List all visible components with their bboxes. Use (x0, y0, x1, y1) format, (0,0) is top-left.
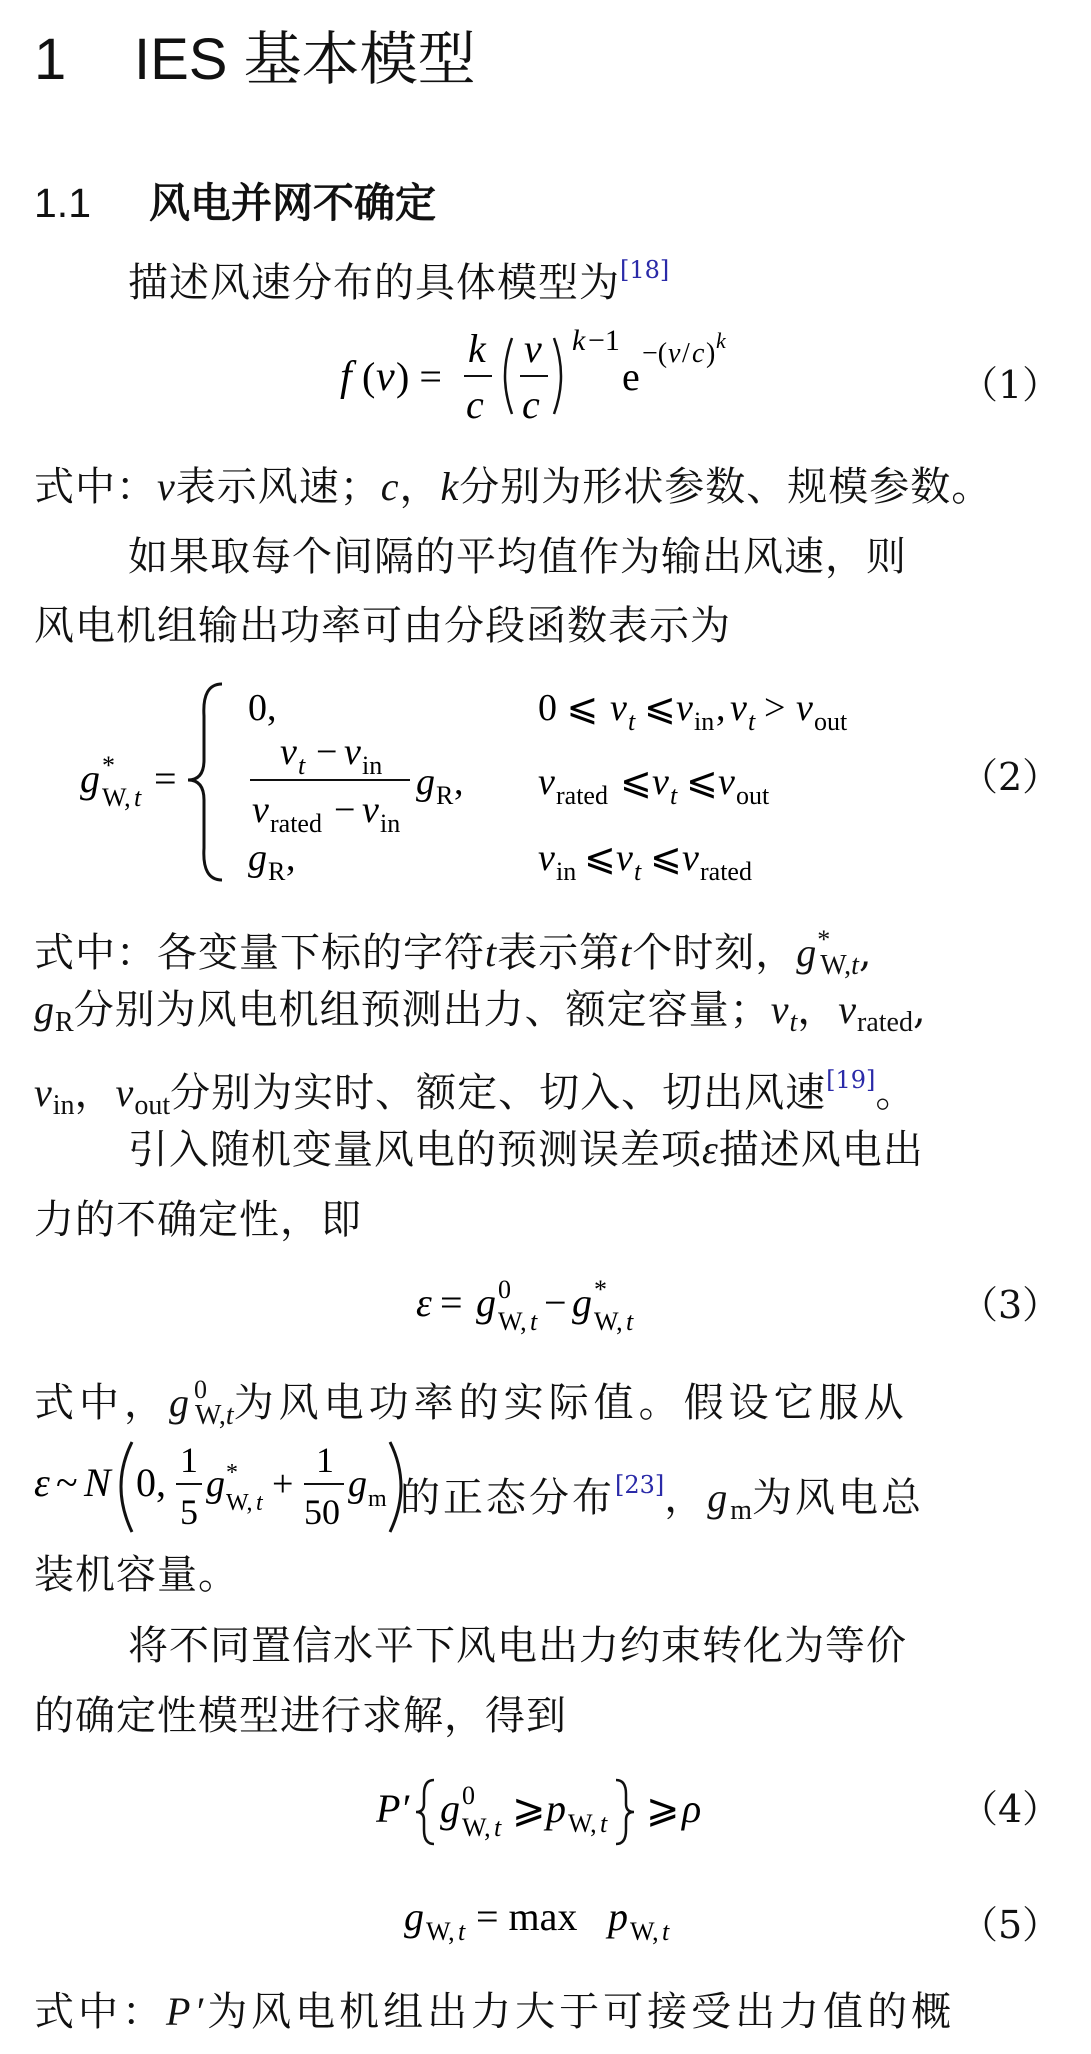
svg-text:in: in (362, 751, 383, 780)
equation-number: （1） (960, 363, 1061, 407)
paragraph-line: 引入随机变量风电的预测误差项ε描述风电出 (128, 1127, 924, 1173)
svg-text:>: > (764, 687, 786, 729)
svg-text:v: v (730, 687, 747, 729)
svg-text:t: t (530, 1307, 538, 1336)
svg-text:⩽: ⩽ (620, 761, 652, 803)
svg-text:k: k (468, 326, 486, 371)
section-number: 1 (34, 27, 67, 92)
svg-text:+: + (272, 1463, 294, 1505)
svg-text:⩽: ⩽ (584, 837, 616, 879)
equation-number: （4） (960, 1787, 1061, 1831)
equation-1 (340, 318, 760, 438)
svg-text:out: out (814, 707, 848, 736)
paragraph-line: 装机容量。 (34, 1552, 239, 1598)
paragraph-line: 式中，$g^0_{W,t}$为风电功率的实际值。假设它服从 (34, 1375, 909, 1431)
section-heading (34, 24, 476, 96)
svg-text:⩽: ⩽ (644, 687, 676, 729)
svg-text:m: m (368, 1486, 387, 1512)
equation-5 (404, 1880, 724, 1960)
paragraph-line: $v_{in}$，$v_{out}$分别为实时、额定、切入、切出风速[19]。 (34, 1066, 917, 1121)
svg-text:c: c (692, 338, 705, 369)
svg-text:−: − (316, 731, 338, 773)
svg-text:t: t (748, 707, 756, 736)
svg-text:W,: W, (462, 1813, 491, 1842)
svg-text:50: 50 (304, 1492, 340, 1532)
svg-text:−: − (544, 1280, 567, 1325)
equation-number: （5） (960, 1903, 1061, 1947)
citation[interactable]: [23] (615, 1471, 665, 1499)
svg-text:t: t (626, 1307, 634, 1336)
svg-text:W,: W, (102, 783, 131, 812)
svg-text:t: t (670, 781, 678, 810)
svg-text:1: 1 (316, 1440, 334, 1480)
svg-text:g: g (248, 837, 267, 879)
svg-text:g: g (572, 1280, 592, 1325)
svg-text:ε: ε (416, 1280, 432, 1325)
svg-text:v: v (362, 789, 379, 831)
svg-text:v: v (376, 354, 395, 400)
svg-text:g: g (404, 1894, 424, 1939)
paragraph-line: 式中：v表示风速；c，k分别为形状参数、规模参数。 (34, 464, 993, 510)
svg-text:=: = (154, 756, 177, 801)
svg-text:in: in (380, 809, 401, 838)
svg-text:,: , (716, 687, 726, 729)
svg-text:1: 1 (180, 1440, 198, 1480)
svg-text:v: v (616, 837, 633, 879)
svg-text:in: in (694, 707, 715, 736)
svg-text:−1: −1 (588, 324, 620, 357)
svg-text:v: v (524, 326, 542, 371)
svg-text:f: f (340, 354, 352, 400)
svg-text:g: g (206, 1463, 225, 1505)
equation-number: （2） (960, 755, 1061, 799)
svg-text:t: t (600, 1809, 608, 1838)
section-title: IES 基本模型 (134, 27, 476, 92)
svg-text:W,: W, (594, 1307, 623, 1336)
svg-text:rated: rated (700, 857, 752, 886)
svg-text:k: k (716, 328, 726, 353)
citation[interactable]: [18] (620, 256, 670, 284)
svg-text:W,: W, (568, 1809, 597, 1838)
svg-text:0: 0 (462, 1781, 475, 1810)
svg-text:*: * (594, 1275, 607, 1304)
svg-text:t: t (256, 1490, 263, 1516)
svg-text:g: g (440, 1786, 460, 1831)
svg-text:) =: ) = (396, 354, 442, 399)
svg-text:g: g (80, 756, 100, 801)
svg-text:ε: ε (34, 1460, 50, 1505)
svg-text:0,: 0, (136, 1460, 166, 1505)
svg-text:0 ⩽: 0 ⩽ (538, 687, 599, 729)
paragraph-line: 式中：P′为风电机组出力大于可接受出力值的概 (34, 1989, 956, 2035)
paragraph-line: 如果取每个间隔的平均值作为输出风速，则 (128, 534, 907, 580)
svg-text:0: 0 (498, 1275, 511, 1304)
svg-text:t: t (628, 707, 636, 736)
subsection-heading (34, 176, 436, 230)
svg-text:v: v (652, 761, 669, 803)
paragraph-line: 力的不确定性，即 (34, 1197, 362, 1243)
svg-text:/: / (682, 338, 690, 369)
svg-text:W,: W, (630, 1917, 659, 1946)
svg-text:v: v (610, 687, 627, 729)
svg-text:v: v (344, 731, 361, 773)
svg-text:g: g (348, 1463, 367, 1505)
paragraph-line: 的确定性模型进行求解，得到 (34, 1693, 567, 1739)
svg-text:0,: 0, (248, 687, 277, 729)
svg-text:P′: P′ (376, 1786, 410, 1831)
paragraph-line: 描述风速分布的具体模型为[18] (128, 256, 670, 306)
svg-text:p: p (546, 1786, 566, 1831)
svg-text:c: c (466, 382, 484, 427)
svg-text:⩾: ⩾ (646, 1786, 680, 1831)
svg-text:v: v (682, 837, 699, 879)
svg-text:t: t (134, 783, 142, 812)
svg-text:W,: W, (498, 1307, 527, 1336)
svg-text:*: * (102, 751, 115, 780)
svg-text:ρ: ρ (682, 1786, 702, 1831)
equation-2 (80, 676, 920, 886)
svg-text:W,: W, (226, 1490, 253, 1516)
citation[interactable]: [19] (826, 1066, 876, 1094)
svg-text:,: , (454, 761, 464, 803)
equation-3 (416, 1268, 736, 1348)
svg-text:v: v (676, 687, 693, 729)
svg-text:W,: W, (426, 1917, 455, 1946)
svg-text:t: t (662, 1917, 670, 1946)
svg-text:⩽: ⩽ (650, 837, 682, 879)
equation-4 (376, 1766, 756, 1856)
svg-text:e: e (622, 354, 640, 399)
svg-text:−: − (334, 789, 356, 831)
svg-text:t: t (458, 1917, 466, 1946)
paragraph-line: 风电机组输出功率可由分段函数表示为 (34, 603, 731, 649)
svg-text:v: v (538, 761, 555, 803)
subsection-title: 风电并网不确定 (149, 180, 436, 226)
svg-text:t: t (298, 751, 306, 780)
svg-text:t: t (634, 857, 642, 886)
svg-text:): ) (706, 338, 716, 369)
svg-text:⩽: ⩽ (686, 761, 718, 803)
svg-text:5: 5 (180, 1492, 198, 1532)
svg-text:v: v (718, 761, 735, 803)
svg-text:⩾: ⩾ (512, 1786, 546, 1831)
svg-text:v: v (252, 789, 269, 831)
svg-text:= max: = max (476, 1894, 578, 1939)
svg-text:N: N (84, 1460, 111, 1505)
paragraph-line: 的正态分布[23]，$g_m$为风电总 (400, 1471, 925, 1526)
paragraph-line: 式中：各变量下标的字符t表示第t个时刻，$g^*_{W,t}$, (34, 925, 873, 981)
svg-text:v: v (668, 338, 681, 369)
paragraph-line: 将不同置信水平下风电出力约束转化为等价 (128, 1623, 907, 1669)
svg-text:t: t (494, 1813, 502, 1842)
equation-number: （3） (960, 1283, 1061, 1327)
svg-text:(: ( (362, 354, 376, 399)
svg-text:in: in (556, 857, 577, 886)
svg-text:out: out (736, 781, 770, 810)
svg-text:c: c (522, 382, 540, 427)
svg-text:p: p (608, 1894, 628, 1939)
paragraph-line: $g_R$分别为风电机组预测出力、额定容量；$v_t$，$v_{rated}$, (34, 987, 927, 1038)
svg-text:=: = (440, 1280, 463, 1325)
svg-text:−(: −( (642, 338, 668, 369)
svg-text:R: R (268, 857, 286, 886)
svg-text:rated: rated (556, 781, 608, 810)
svg-text:~: ~ (56, 1460, 78, 1505)
svg-text:v: v (280, 731, 297, 773)
svg-text:v: v (796, 687, 813, 729)
svg-text:k: k (572, 324, 586, 357)
svg-text:,: , (286, 837, 296, 879)
svg-text:g: g (476, 1280, 496, 1325)
svg-text:rated: rated (270, 809, 322, 838)
svg-text:R: R (436, 781, 454, 810)
subsection-number: 1.1 (34, 180, 91, 226)
svg-text:v: v (538, 837, 555, 879)
svg-text:g: g (416, 761, 435, 803)
svg-text:*: * (226, 1460, 238, 1486)
